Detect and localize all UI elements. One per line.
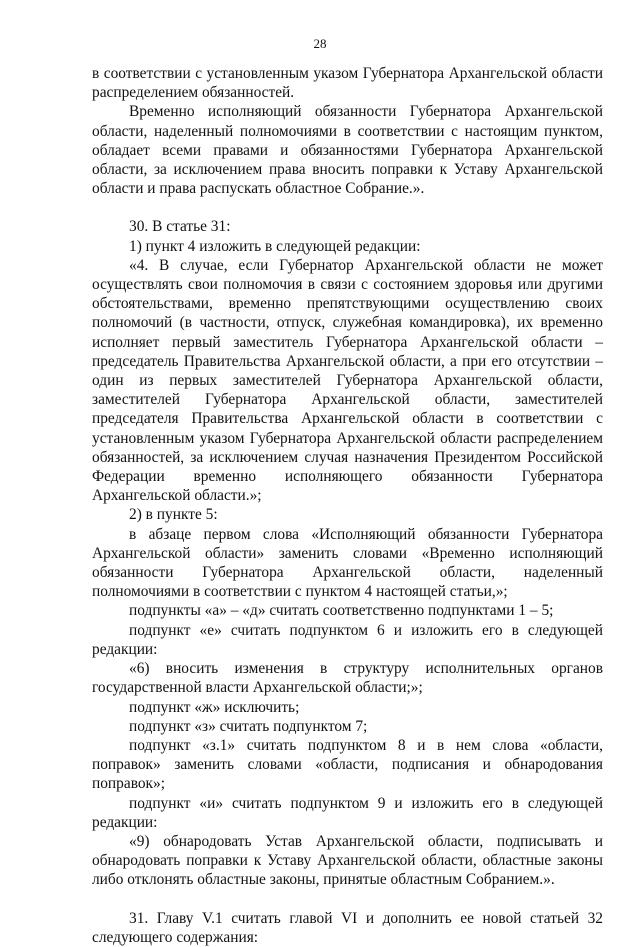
paragraph: в абзаце первом слова «Исполняющий обязанности Губернатора Архангельской области» заменить словами «Временно исполняющий обязанности Губернатора Архангельской области, наделенный полномочиями в соответствии с пунктом 4 настоящей статьи,»; [92, 525, 603, 601]
paragraph: подпункт «и» считать подпунктом 9 и изложить его в следующей редакции: [92, 794, 603, 831]
page-number: 28 [313, 36, 327, 51]
paragraph: 1) пункт 4 изложить в следующей редакции: [129, 237, 421, 255]
paragraph: подпункт «е» считать подпунктом 6 и изложить его в следующей редакции: [92, 621, 603, 658]
quoted-paragraph: «4. В случае, если Губернатор Архангельской области не может осуществлять свои полномочия в связи с состоянием здоровья или другими обстоятельствами, временно препятствующими осуществлению своих полномочий (в частности, отпуск, служебная командировка), их временно исполняет первый заместитель Губернатора Архангельской области – председатель Правительства Архангельской области, а при его отсутствии – один из первых заместителей Губернатора Архангельской области, заместителей Губернатора Архангельской области, заместителей председателя Правительства Архангельской области в соответствии с установленным указом Губернатора Архангельской области распределением обязанностей, за исключением случая назначения Президентом Российской Федерации временно исполняющего обязанности Губернатора Архангельской области.»; [92, 256, 603, 505]
paragraph-spacer [92, 198, 603, 217]
document-body [92, 64, 603, 947]
paragraph-spacer [92, 890, 603, 909]
paragraph: 2) в пункте 5: [129, 506, 218, 524]
paragraph: подпункт «з» считать подпунктом 7; [129, 717, 368, 735]
quoted-paragraph: «9) обнародовать Устав Архангельской области, подписывать и обнародовать поправки к Уставу Архангельской области, областные законы либо отклонять областные законы, принятые областным Собранием.». [92, 832, 603, 889]
paragraph: подпункт «ж» исключить; [129, 698, 300, 716]
paragraph: подпункт «з.1» считать подпунктом 8 и в нем слова «области, поправок» заменить словами «области, подписания и обнародования поправок»; [92, 736, 603, 793]
section-heading: 30. В статье 31: [129, 218, 231, 236]
paragraph: подпункты «а» – «д» считать соответственно подпунктами 1 – 5; [129, 602, 554, 620]
paragraph: в соответствии с установленным указом Губернатора Архангельской области распределением обязанностей. [92, 65, 603, 102]
section-heading: 31. Главу V.1 считать главой VI и дополнить ее новой статьей 32 следующего содержания: [92, 909, 603, 946]
paragraph: Временно исполняющий обязанности Губернатора Архангельской области, наделенный полномочиями в соответствии с настоящим пунктом, обладает всеми правами и обязанностями Губернатора Архангельской области, за исключением права вносить поправки к Уставу Архангельской области и права распускать областное Собрание.». [92, 103, 603, 198]
quoted-paragraph: «6) вносить изменения в структуру исполнительных органов государственной власти Архангельской области;»; [92, 660, 603, 697]
